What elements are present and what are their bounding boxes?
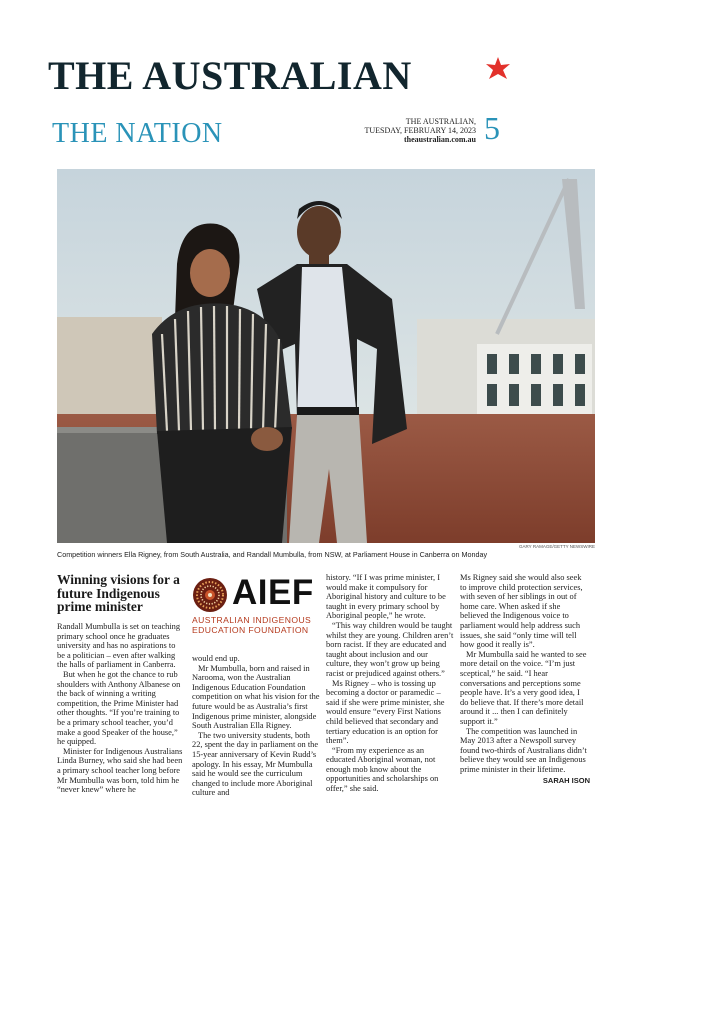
article-column-4 (460, 573, 590, 786)
aief-logo-line-1: AUSTRALIAN INDIGENOUS (192, 615, 312, 625)
paragraph: Mr Mumbulla said he wanted to see more detail on the voice. “I’m just sceptical,” he said. “I hear conversations and perceptions some people have. It’s a very good idea, I do believe that. If there’s more detail around it ... then I can definitely support it.” (460, 649, 587, 726)
article-column-2 (192, 654, 320, 798)
map-star-icon (483, 56, 513, 82)
photo-caption: Competition winners Ella Rigney, from South Australia, and Randall Mumbulla, from NSW, at Parliament House in Canberra on Monday (57, 550, 488, 559)
article-column-1 (57, 622, 185, 795)
section-title: THE NATION (52, 118, 223, 149)
paragraph: Ms Rigney – who is tossing up becoming a doctor or paramedic – said if she were prime minister, she would ensure “every First Nations child believed that secondary and tertiary education is an option for them”. (326, 678, 445, 746)
masthead-title: THE AUSTRALIAN (48, 53, 412, 98)
page-number: 5 (484, 110, 500, 146)
dateline (346, 117, 476, 144)
article-headline: Winning visions for a future Indigenous prime minister (57, 572, 180, 614)
aief-logo-line-2: EDUCATION FOUNDATION (192, 625, 309, 635)
paragraph: Randall Mumbulla is set on teaching primary school once he graduates university and has no aspirations to be a politician – even after walking the halls of parliament in Canberra. (57, 622, 181, 670)
aief-logo (192, 575, 322, 637)
paragraph: “This way children would be taught whilst they are young. Children aren’t born racist. If they are educated and taught about inclusion and our culture, they won’t grow up being racist or prejudiced against others.” (326, 620, 454, 678)
paragraph: The two university students, both 22, spent the day in parliament on the 15-year anniversary of Kevin Rudd’s apology. In his essay, Mr Mumbulla said he would see the curriculum changed to include more Aboriginal culture and (192, 730, 319, 798)
article-photo (57, 169, 595, 543)
dateline-site: theaustralian.com.au (404, 135, 476, 144)
photo-credit: GARY RAMAGE/GETTY NEWSWIRE (518, 544, 595, 549)
byline: SARAH ISON (542, 776, 590, 786)
paragraph: But when he got the chance to rub shoulders with Anthony Albanese on the back of winning a writing competition, the Prime Minister had other thoughts. “If you’re training to be a primary school teacher, you’d make a good Speaker of the house,” he quipped. (57, 669, 181, 747)
paragraph: Ms Rigney said she would also seek to improve child protection services, with seven of her siblings in out of home care. When asked if she believed the Indigenous voice to parliament would help address such issues, she said “only time will tell how good it really is”. (460, 573, 583, 650)
paragraph: Minister for Indigenous Australians Linda Burney, who said she had been a primary school teacher long before Mr Mumbulla was born, told him he “never knew” where he (57, 746, 183, 795)
aief-logo-subtitle (192, 615, 322, 635)
dateline-date: TUESDAY, FEBRUARY 14, 2023 (364, 126, 476, 135)
paragraph: Mr Mumbulla, born and raised in Narooma, won the Australian Indigenous Education Foundation competition on what his vision for the future would be as Australia’s first Indigenous prime minister, alongside South Australian Ella Rigney. (192, 663, 320, 731)
aief-logo-word: AIEF (232, 573, 314, 612)
paragraph: would end up. (192, 654, 240, 663)
paragraph: history. “If I was prime minister, I would make it compulsory for Aboriginal history and culture to be taught in every primary school by Aboriginal people,” he wrote. (326, 573, 446, 621)
article-column-3 (326, 573, 454, 794)
paragraph: “From my experience as an educated Aboriginal woman, not enough mob know about the opportunities and scholarships on offer,” she said. (326, 745, 439, 794)
dateline-paper: THE AUSTRALIAN, (405, 117, 476, 126)
paragraph: The competition was launched in May 2013 after a Newspoll survey found two-thirds of Australians didn’t believe they would see an Indigenous prime minister in their lifetime. (460, 726, 587, 774)
aief-dot-circle-icon (192, 577, 228, 613)
